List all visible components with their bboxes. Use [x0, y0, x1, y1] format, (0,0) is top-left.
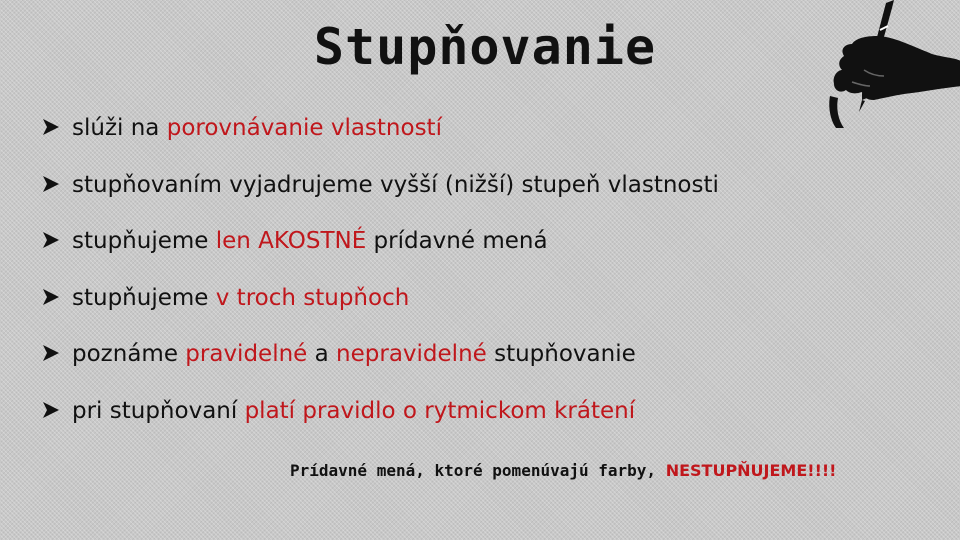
slide-title: Stupňovanie [313, 18, 657, 76]
arrow-bullet-icon [42, 231, 60, 249]
bullet-list [42, 106, 719, 446]
bullet-text: stupňovanie [486, 341, 636, 368]
bullet-text: stupňujeme [72, 284, 216, 311]
bullet-item [42, 332, 719, 389]
bullet-emphasis: v troch stupňoch [215, 284, 410, 311]
arrow-bullet-icon [42, 288, 60, 306]
bullet-text: stupňovaním vyjadrujeme vyšší (nižší) stupeň vlastnosti [72, 171, 719, 198]
bullet-item [42, 106, 719, 163]
arrow-bullet-icon [42, 344, 60, 362]
bullet-text: slúži na [72, 115, 167, 141]
arrow-bullet-icon [42, 118, 60, 136]
arrow-bullet-icon [42, 401, 60, 419]
note-emphasis: NESTUPŇUJEME!!!! [665, 461, 837, 480]
bullet-emphasis: len AKOSTNÉ [215, 228, 367, 255]
bullet-emphasis: porovnávanie vlastností [166, 115, 442, 141]
bullet-item [42, 219, 719, 276]
bullet-emphasis: pravidelné [185, 341, 308, 368]
bullet-text: poznáme [72, 341, 186, 368]
bullet-item [42, 389, 719, 446]
arrow-bullet-icon [42, 175, 60, 193]
hand-writing-pen-icon [822, 0, 960, 132]
bullet-text: prídavné mená [366, 228, 548, 255]
note-text: Prídavné mená, ktoré pomenúvajú farby, [290, 461, 666, 480]
bullet-text: a [307, 341, 337, 368]
bullet-item [42, 163, 719, 220]
bullet-text: stupňujeme [72, 228, 216, 255]
bullet-text: pri stupňovaní [72, 397, 245, 424]
bullet-emphasis: nepravidelné [336, 341, 487, 368]
bullet-item [42, 276, 719, 333]
colors-note [290, 461, 836, 480]
bullet-emphasis: platí pravidlo o rytmickom krátení [244, 397, 636, 424]
